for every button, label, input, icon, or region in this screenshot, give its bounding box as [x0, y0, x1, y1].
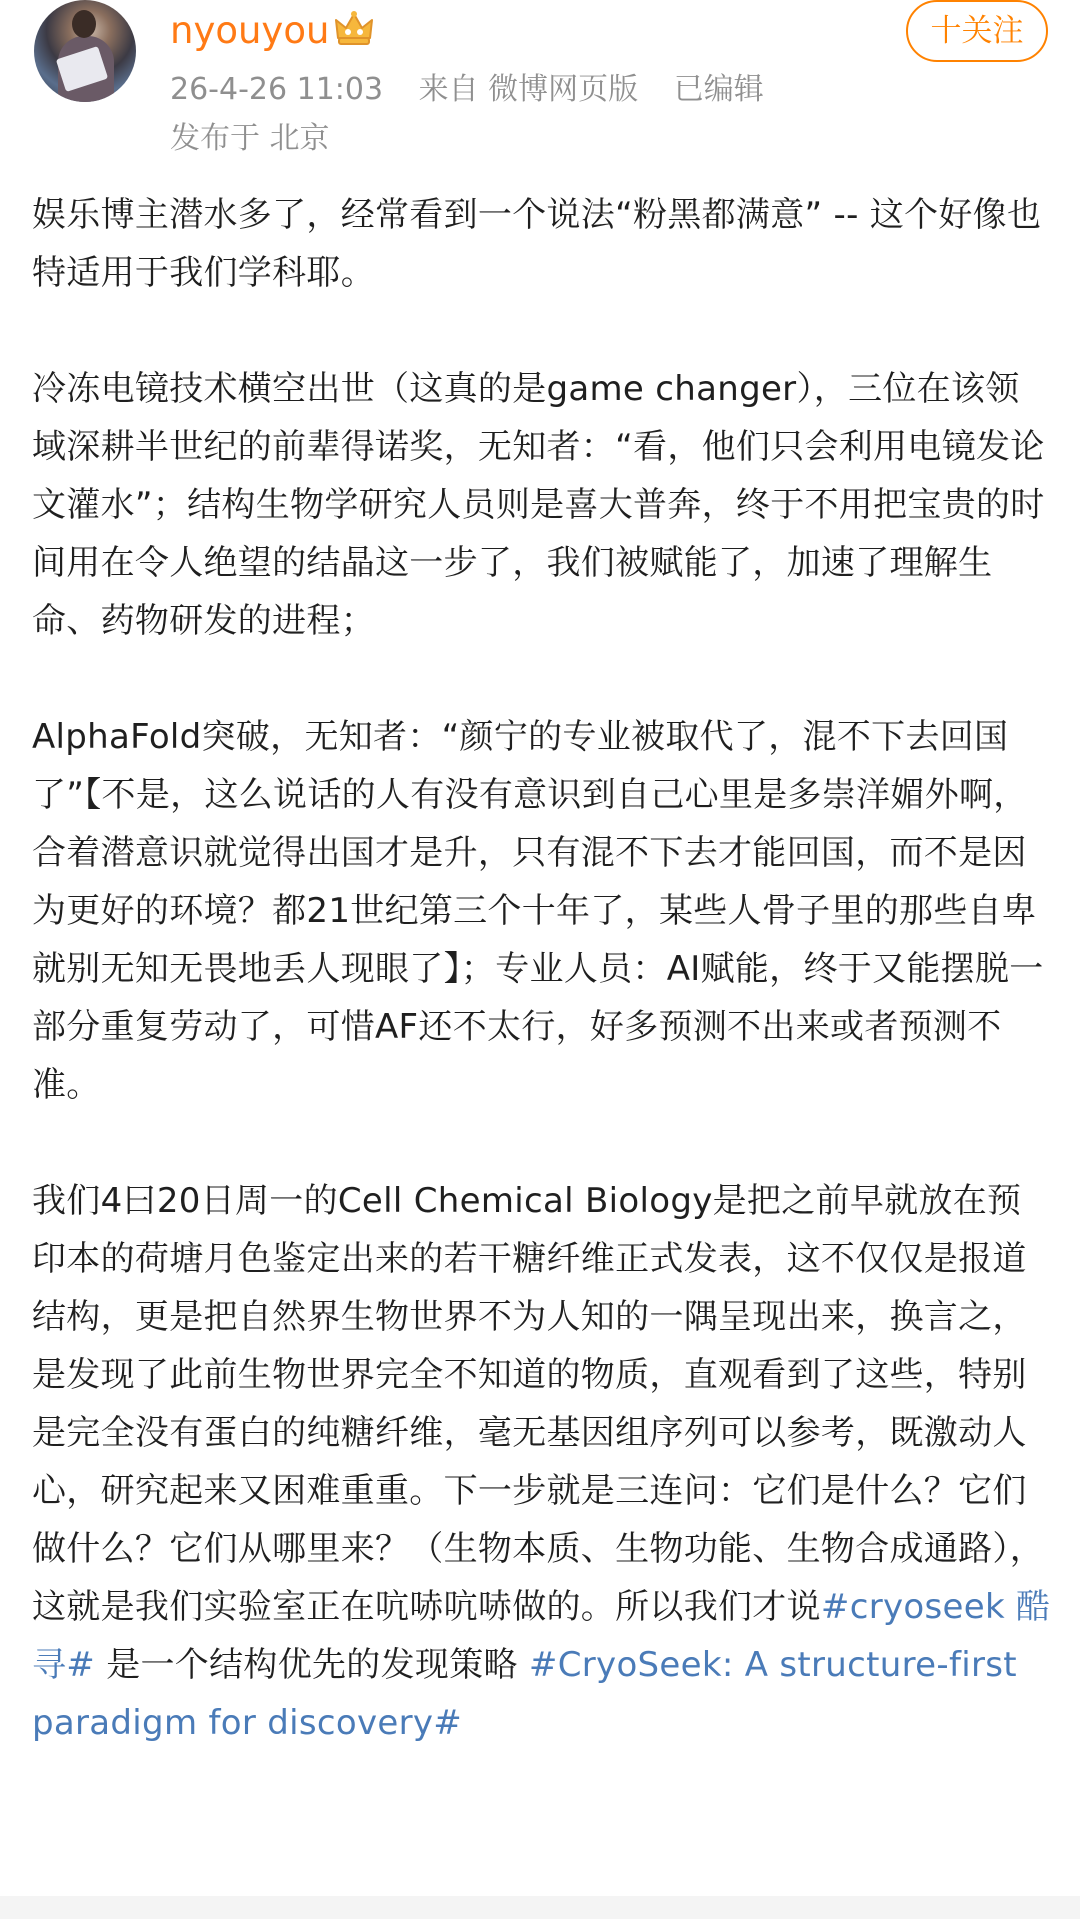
post-body — [32, 186, 1052, 1752]
hashtag-cryoseek[interactable]: #cryoseek 酷寻# — [32, 1587, 1051, 1685]
post-meta — [170, 70, 790, 110]
paragraph-4 — [32, 1172, 1052, 1752]
paragraph-2: 冷冻电镜技术横空出世（这真的是game changer），三位在该领域深耕半世纪的前辈得诺奖，无知者：“看，他们只会利用电镜发论文灌水”；结构生物学研究人员则是喜大普奔，终于不用把宝贵的时间用在令人绝望的结晶这一步了，我们被赋能了，加速了理解生命、药物研发的进程； — [32, 369, 1045, 641]
post-location: 发布于 北京 — [170, 121, 330, 156]
hashtag-cryoseek-paradigm[interactable]: #CryoSeek: A structure-first paradigm for discovery# — [32, 1645, 1017, 1743]
paragraph-3: AlphaFold突破，无知者：“颜宁的专业被取代了，混不下去回国了”【不是，这么说话的人有没有意识到自己心里是多崇洋媚外啊，合着潜意识就觉得出国才是升，只有混不下去才能回国，而不是因为更好的环境？都21世纪第三个十年了，某些人骨子里的那些自卑就别无知无畏地丢人现眼了】；专业人员：AI赋能，终于又能摆脱一部分重复劳动了，可惜AF还不太行，好多预测不出来或者预测不准。 — [32, 717, 1044, 1105]
paragraph-4-mid: 是一个结构优先的发现策略 — [95, 1645, 529, 1685]
post-source: 来自 微博网页版 — [418, 72, 639, 107]
paragraph-4-text: 我们4曰20日周一的Cell Chemical Biology是把之前早就放在预印本的荷塘月色鉴定出来的若干糖纤维正式发表，这不仅仅是报道结构，更是把自然界生物世界不为人知的一隅呈现出来，换言之，是发现了此前生物世界完全不知道的物质，直观看到了这些，特别是完全没有蛋白的纯糖纤维，毫无基因组序列可以参考，既激动人心，研究起来又困难重重。下一步就是三连问：它们是什么？它们做什么？它们从哪里来？（生物本质、生物功能、生物合成通路），这就是我们实验室正在吭哧吭哧做的。所以我们才说 — [32, 1181, 1044, 1627]
username[interactable]: nyouyou — [170, 9, 330, 52]
edited-label: 已编辑 — [673, 72, 764, 107]
avatar[interactable] — [34, 0, 136, 102]
crown-vip-icon — [332, 6, 376, 50]
post-header — [0, 0, 1080, 160]
post-date: 26-4-26 11:03 — [170, 72, 384, 107]
paragraph-1: 娱乐博主潜水多了，经常看到一个说法“粉黑都满意” -- 这个好像也特适用于我们学科耶。 — [32, 195, 1042, 293]
follow-button[interactable]: 十关注 — [906, 0, 1048, 62]
divider — [0, 1896, 1080, 1919]
